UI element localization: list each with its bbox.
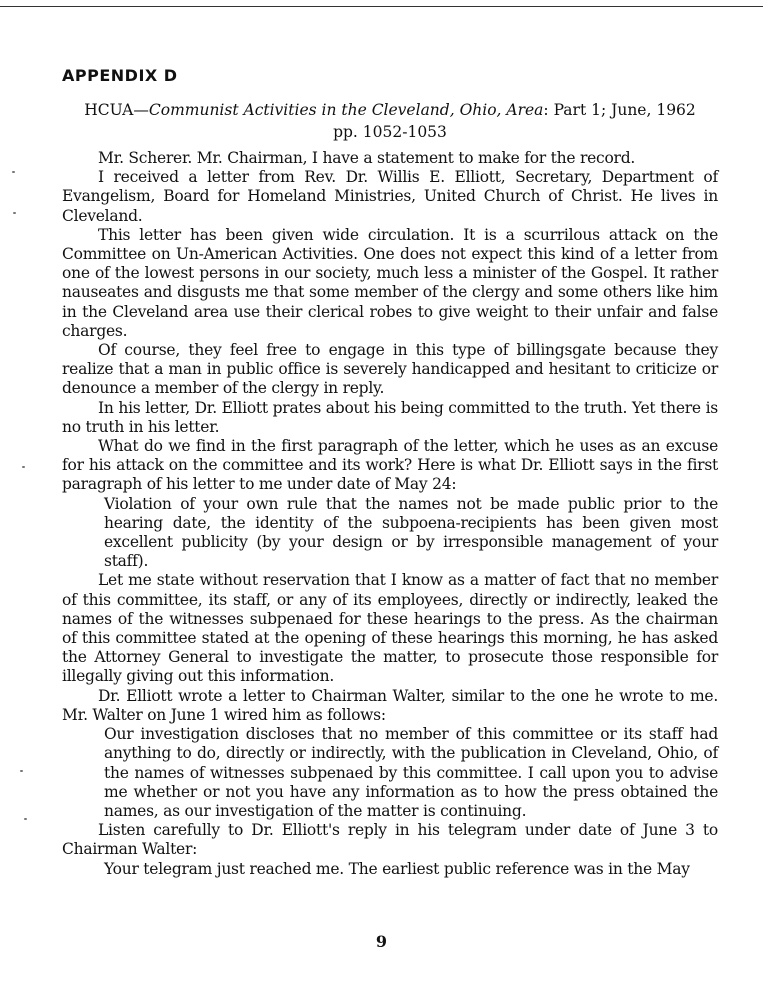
- page-number: 9: [375, 932, 388, 951]
- scan-speck: [13, 212, 16, 214]
- appendix-heading: APPENDIX D: [62, 66, 178, 85]
- scan-speck: [24, 818, 27, 820]
- citation-pages: pp. 1052-1053: [333, 123, 447, 141]
- body-paragraph: Let me state without reservation that I know as a matter of fact that no member of this committee, its staff, or any of its employees, directly or indirectly, leaked the names of the witnesses subpenaed for these hearings to the press. As the chairman of this committee stated at the opening of these hearings this morning, he has asked the Attorney General to investigate the matter, to prosecute those responsible for illegally giving out this information.: [62, 571, 718, 686]
- body-paragraph: I received a letter from Rev. Dr. Willis E. Elliott, Secretary, Department of Evangelism, Board for Homeland Ministries, United Church of Christ. He lives in Cleveland.: [62, 168, 718, 225]
- block-quote: Your telegram just reached me. The earliest public reference was in the May: [104, 859, 690, 878]
- citation-prefix: HCUA—: [84, 101, 149, 119]
- citation-suffix: : Part 1; June, 1962: [543, 101, 696, 119]
- body-paragraph: Dr. Elliott wrote a letter to Chairman Walter, similar to the one he wrote to me. Mr. Walter on June 1 wired him as follows:: [62, 686, 718, 724]
- document-body: [62, 149, 718, 879]
- body-paragraph: Listen carefully to Dr. Elliott's reply in his telegram under date of June 3 to Chairman Walter:: [62, 821, 718, 859]
- body-paragraph: This letter has been given wide circulation. It is a scurrilous attack on the Committee on Un-American Activities. One does not expect this kind of a letter from one of the lowest persons in our society, much less a minister of the Gospel. It rather nauseates and disgusts me that some member of the clergy and some others like him in the Cleveland area use their clerical robes to give weight to their unfair and false charges.: [62, 225, 718, 340]
- block-quote: Violation of your own rule that the names not be made public prior to the hearing date, the identity of the subpoena-recipients has been given most excellent publicity (by your design or by irresponsible management of your staff).: [104, 494, 718, 571]
- block-quote: Our investigation discloses that no member of this committee or its staff had anything to do, directly or indirectly, with the publication in Cleveland, Ohio, of the names of witnesses subpenaed by this committee. I call upon you to advise me whether or not you have any information as to how the press obtained the names, as our investigation of the matter is continuing.: [104, 725, 718, 820]
- body-paragraph: Mr. Scherer. Mr. Chairman, I have a statement to make for the record.: [98, 149, 636, 167]
- body-paragraph: What do we find in the first paragraph of the letter, which he uses as an excuse for his attack on the committee and its work? Here is what Dr. Elliott says in the first paragraph of his letter to me under date of May 24:: [62, 437, 718, 494]
- body-paragraph: In his letter, Dr. Elliott prates about his being committed to the truth. Yet there is no truth in his letter.: [62, 398, 718, 436]
- document-page: [62, 66, 718, 879]
- citation-title: [62, 99, 718, 121]
- scan-speck: [22, 466, 25, 468]
- body-paragraph: Of course, they feel free to engage in this type of billingsgate because they realize that a man in public office is severely handicapped and hesitant to criticize or denounce a member of the clergy in reply.: [62, 341, 718, 398]
- scan-speck: [20, 770, 23, 772]
- citation-italic-title: Communist Activities in the Cleveland, Ohio, Area: [148, 101, 544, 119]
- top-rule: [0, 6, 763, 7]
- scan-speck: [12, 171, 15, 173]
